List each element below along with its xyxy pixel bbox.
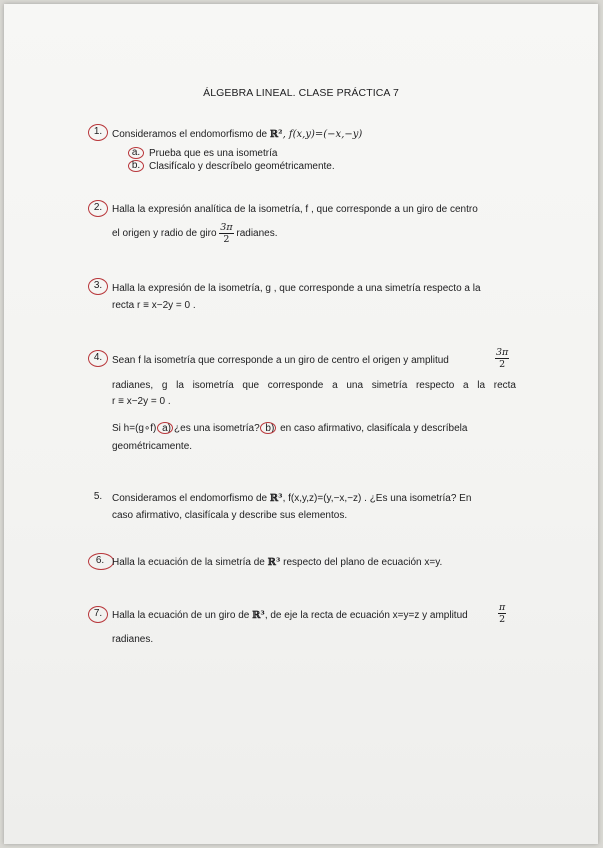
ex4-line4 (112, 422, 516, 435)
ex2-frac-num: 3π (220, 222, 233, 233)
ex4-frac-num: 3π (496, 347, 509, 358)
ex2-number: 2. (93, 202, 103, 213)
ex5-line2: caso afirmativo, clasifícala y describe sus elementos. (112, 510, 348, 521)
ex1-number: 1. (93, 126, 103, 137)
ex6-space: ℝ³ (267, 557, 281, 568)
ex4-line4-tail: en caso afirmativo, clasifícala y descríbela (280, 423, 468, 434)
ex5-lead: Consideramos el endomorfismo de (112, 493, 268, 504)
ex6-line1 (112, 556, 516, 569)
ex4-number: 4. (93, 352, 103, 363)
ex2-frac-den: 2 (223, 234, 230, 245)
ex4-fraction (495, 347, 509, 370)
ex6-number: 6. (95, 555, 105, 566)
ex4-sub-b (262, 422, 277, 435)
ex5-number: 5. (93, 491, 103, 502)
ex6-tail: respecto del plano de ecuación x=y. (283, 557, 443, 568)
ex3-line2: recta r ≡ x−2y = 0 . (112, 300, 196, 311)
ex4-line4-mid: ¿es una isometría? (174, 423, 260, 434)
ex5-space: ℝ³ (269, 493, 283, 504)
ex2-line2-tail: radianes. (236, 228, 278, 240)
ex5-line1 (112, 492, 516, 505)
ex4a-label: a) (162, 423, 172, 434)
ex1b-text: Clasifícalo y descríbelo geométricamente. (149, 161, 335, 172)
ex4-frac-den: 2 (499, 359, 506, 370)
ex4a-circle-mark (157, 422, 173, 434)
ex7-frac-den: 2 (499, 614, 506, 625)
ex2-fraction (219, 222, 233, 245)
ex7-fraction (498, 602, 506, 625)
ex3-line1: Halla la expresión de la isometría, g , que corresponde a una simetría respecto a la (112, 283, 481, 294)
ex4-sub-a (159, 422, 174, 435)
ex1-formula: , f(x,y)=(−x,−y) (282, 129, 363, 140)
ex7-space: ℝ³ (252, 610, 265, 621)
ex7-frac-num: π (499, 602, 506, 613)
ex4-line5: geométricamente. (112, 441, 193, 452)
ex1a-label: a. (131, 147, 141, 158)
page-title: ÁLGEBRA LINEAL. CLASE PRÁCTICA 7 (203, 87, 399, 99)
ex4-line1: Sean f la isometría que corresponde a un giro de centro el origen y amplitud (112, 355, 449, 366)
ex7-lead: Halla la ecuación de un giro de (112, 610, 250, 621)
ex6-lead: Halla la ecuación de la simetría de (112, 557, 265, 568)
ex4-line3: r ≡ x−2y = 0 . (112, 396, 171, 407)
ex4-line2: radianes, g la isometría que corresponde a una simetría respecto a la recta (112, 380, 516, 391)
ex7-number: 7. (93, 608, 103, 619)
ex1-lead: Consideramos el endomorfismo de (112, 129, 268, 140)
ex3-number: 3. (93, 280, 103, 291)
ex7-line2: radianes. (112, 634, 154, 645)
ex7-tail: , de eje la recta de ecuación x=y=z y amplitud (264, 610, 468, 621)
ex4-line4-lead: Si h=(g∘f) (112, 423, 157, 434)
ex2-line1: Halla la expresión analítica de la isometría, f , que corresponde a un giro de centro (112, 204, 478, 215)
ex1a-text: Prueba que es una isometría (149, 148, 278, 159)
ex2-line2-lead: el origen y radio de giro (112, 228, 217, 240)
ex1-statement (112, 128, 516, 141)
document-page (4, 4, 598, 844)
ex1-space: ℝ² (269, 129, 283, 140)
ex7-line1 (112, 609, 492, 622)
ex1b-label: b. (131, 160, 141, 171)
ex5-line1-tail: , f(x,y,z)=(y,−x,−z) . ¿Es una isometría? En (282, 493, 472, 504)
ex4b-label: b) (265, 423, 275, 434)
ex2-line2 (112, 222, 516, 245)
